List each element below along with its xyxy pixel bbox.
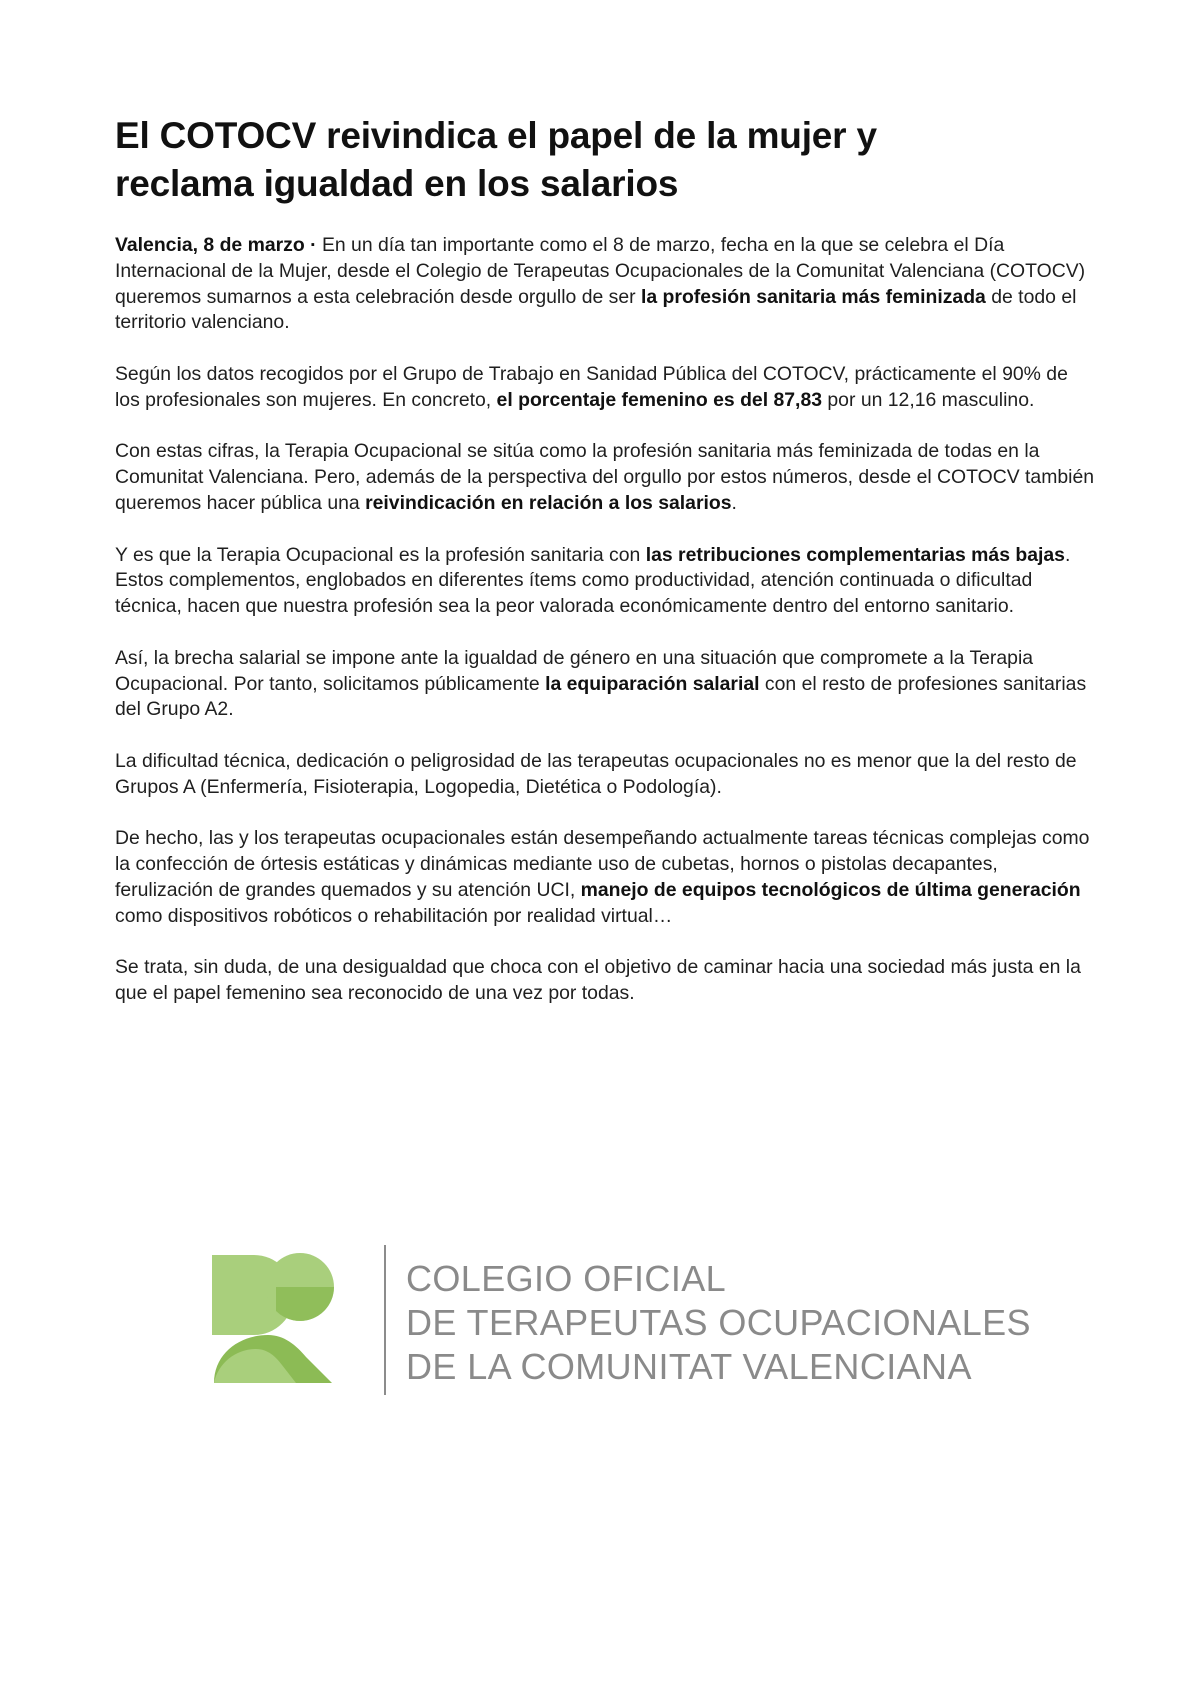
paragraph-2: Según los datos recogidos por el Grupo de Trabajo en Sanidad Pública del COTOCV, prácticamente el 90% de los profesionales son mujeres. En concreto, el porcentaje femenino es del 87,83 por un 12,16 masculino.	[115, 362, 1068, 411]
page-title	[115, 112, 1095, 208]
logo-circle-shade	[276, 1287, 334, 1321]
dateline: Valencia, 8 de marzo ·	[115, 234, 322, 256]
paragraph-7: De hecho, las y los terapeutas ocupacionales están desempeñando actualmente tareas técnicas complejas como la confección de órtesis estáticas y dinámicas mediante uso de cubetas, hornos o pistolas decapantes, ferulización de grandes quemados y su atención UCI, manejo de equipos tecnológicos de última generación como dispositivos robóticos o rehabilitación por realidad virtual…	[115, 827, 1090, 927]
title-line-1: El COTOCV reivindica el papel de la mujer y	[115, 115, 877, 156]
logo-line-3: DE LA COMUNITAT VALENCIANA	[406, 1346, 972, 1387]
paragraph-8: Se trata, sin duda, de una desigualdad que choca con el objetivo de caminar hacia una sociedad más justa en la que el papel femenino sea reconocido de una vez por todas.	[115, 956, 1081, 1005]
logo-divider	[384, 1245, 386, 1395]
paragraph-6: La dificultad técnica, dedicación o peligrosidad de las terapeutas ocupacionales no es menor que la del resto de Grupos A (Enfermería, Fisioterapia, Logopedia, Dietética o Podología).	[115, 749, 1077, 798]
document-page	[115, 112, 1095, 1033]
paragraph-1: Valencia, 8 de marzo · En un día tan importante como el 8 de marzo, fecha en la que se celebra el Día Internacional de la Mujer, desde el Colegio de Terapeutas Ocupacionales de la Comunitat Valenciana (COTOCV) queremos sumarnos a esta celebración desde orgullo de ser la profesión sanitaria más feminizada de todo el territorio valenciano.	[115, 234, 1086, 334]
paragraph-5: Así, la brecha salarial se impone ante la igualdad de género en una situación que compromete a la Terapia Ocupacional. Por tanto, solicitamos públicamente la equiparación salarial con el resto de profesiones sanitarias del Grupo A2.	[115, 646, 1087, 721]
logo-line-2: DE TERAPEUTAS OCUPACIONALES	[406, 1302, 1031, 1343]
paragraph-4: Y es que la Terapia Ocupacional es la profesión sanitaria con las retribuciones complementarias más bajas. Estos complementos, englobados en diferentes ítems como productividad, atención continuada o dificultad técnica, hacen que nuestra profesión sea la peor valorada económicamente dentro del entorno sanitario.	[115, 543, 1071, 618]
logo-line-1: COLEGIO OFICIAL	[406, 1258, 727, 1299]
logo-text	[406, 1257, 1031, 1389]
title-line-2: reclama igualdad en los salarios	[115, 163, 679, 204]
cotocv-logo-mark-icon	[210, 1253, 340, 1385]
cotocv-logo	[210, 1245, 1030, 1405]
paragraph-3: Con estas cifras, la Terapia Ocupacional se sitúa como la profesión sanitaria más feminizada de todas en la Comunitat Valenciana. Pero, además de la perspectiva del orgullo por estos números, desde el COTOCV también queremos hacer pública una reivindicación en relación a los salarios.	[115, 440, 1095, 514]
